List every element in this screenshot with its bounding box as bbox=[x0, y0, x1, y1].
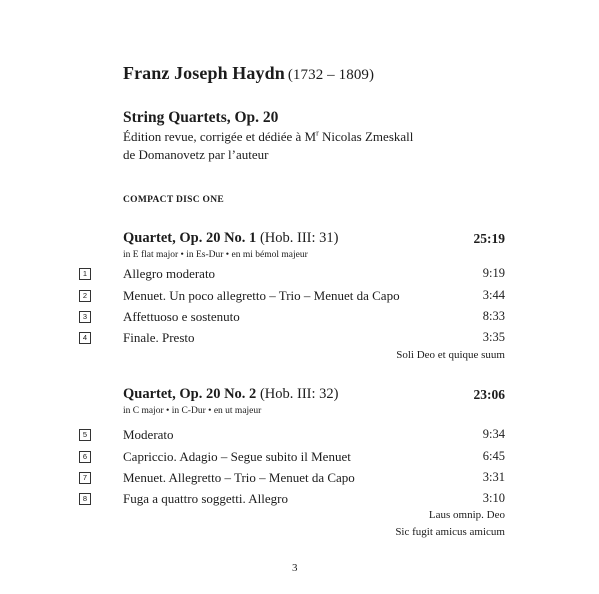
composer-heading bbox=[123, 63, 374, 84]
track-time: 9:19 bbox=[482, 266, 505, 280]
track-title: Menuet. Un poco allegretto – Trio – Menuet da Capo bbox=[123, 288, 400, 303]
track-time: 3:44 bbox=[482, 288, 505, 302]
track-title: Finale. Presto bbox=[123, 330, 195, 345]
track-time: 3:31 bbox=[482, 470, 505, 484]
quartet-keys: in C major • in C-Dur • en ut majeur bbox=[123, 406, 262, 416]
track-time: 6:45 bbox=[482, 449, 505, 463]
track-time: 8:33 bbox=[482, 309, 505, 323]
track-title: Moderato bbox=[123, 427, 174, 442]
motto: Soli Deo et quique suum bbox=[396, 349, 505, 361]
motto: Laus omnip. Deo bbox=[428, 509, 505, 521]
quartet-keys: in E flat major • in Es-Dur • en mi bémol majeur bbox=[123, 250, 308, 260]
track-number-box: 1 bbox=[79, 268, 91, 280]
work-title: String Quartets, Op. 20 bbox=[123, 109, 279, 126]
quartet-total-time: 23:06 bbox=[473, 387, 505, 402]
disc-label: COMPACT DISC ONE bbox=[123, 195, 225, 205]
motto: Sic fugit amicus amicum bbox=[395, 526, 505, 538]
track-title: Fuga a quattro soggetti. Allegro bbox=[123, 491, 289, 506]
track-number-box: 3 bbox=[79, 311, 91, 323]
track-title: Menuet. Allegretto – Trio – Menuet da Capo bbox=[123, 470, 355, 485]
edition-line-1: Édition revue, corrigée et dédiée à $M^r$ Nicolas Zmeskall bbox=[123, 128, 414, 144]
track-number-box: 5 bbox=[79, 429, 91, 441]
track-time: 9:34 bbox=[482, 427, 505, 441]
quartet-title: Quartet, Op. 20 No. 2 (Hob. III: 32) bbox=[123, 386, 339, 402]
track-number-box: 7 bbox=[79, 472, 91, 484]
quartet-total-time: 25:19 bbox=[473, 231, 505, 246]
track-number-box: 2 bbox=[79, 290, 91, 302]
track-time: 3:10 bbox=[482, 491, 505, 505]
page-number: 3 bbox=[292, 562, 298, 574]
composer-dates: (1732 – 1809) bbox=[287, 67, 375, 83]
track-number-box: 4 bbox=[79, 332, 91, 344]
track-title: Allegro moderato bbox=[123, 266, 216, 281]
track-time: 3:35 bbox=[482, 330, 505, 344]
track-title: Capriccio. Adagio – Segue subito il Menuet bbox=[123, 449, 351, 464]
track-number-box: 8 bbox=[79, 493, 91, 505]
composer-name: Franz Joseph Haydn bbox=[123, 63, 285, 83]
track-title: Affettuoso e sostenuto bbox=[123, 309, 240, 324]
edition-line-2: de Domanovetz par l’auteur bbox=[123, 147, 269, 162]
track-number-box: 6 bbox=[79, 451, 91, 463]
quartet-title: Quartet, Op. 20 No. 1 (Hob. III: 31) bbox=[123, 230, 339, 246]
